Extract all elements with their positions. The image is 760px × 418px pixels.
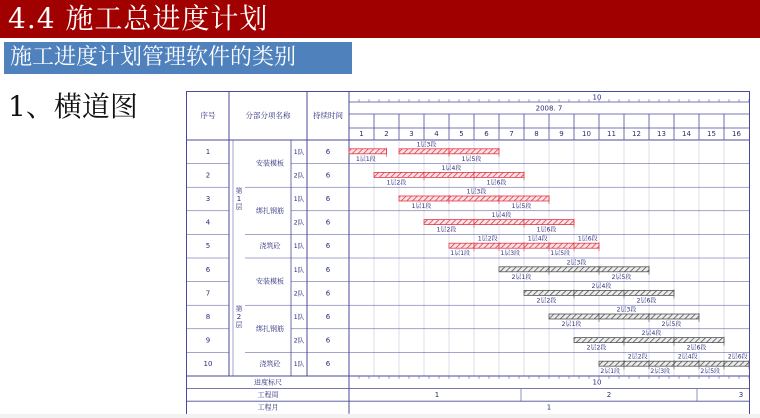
day-label: 10 bbox=[582, 130, 591, 138]
gantt-chart bbox=[186, 91, 750, 415]
task-name: 绑扎钢筋 bbox=[256, 206, 284, 215]
gantt-bar-label: 1层4段 bbox=[527, 235, 548, 243]
floor-label-char: 第 bbox=[235, 187, 243, 195]
gantt-bar-label: 1层6段 bbox=[486, 179, 507, 187]
header-seq: 序号 bbox=[200, 111, 216, 120]
row-duration: 6 bbox=[325, 218, 331, 227]
title-bar bbox=[0, 0, 760, 38]
row-team: 2队 bbox=[293, 218, 305, 227]
row-seq: 1 bbox=[205, 147, 211, 156]
day-label: 9 bbox=[559, 130, 564, 138]
gantt-bar bbox=[399, 196, 449, 201]
day-label: 1 bbox=[359, 130, 364, 138]
row-team: 1队 bbox=[293, 265, 305, 274]
row-duration: 6 bbox=[325, 360, 331, 369]
gantt-bar-label: 1层4段 bbox=[491, 212, 512, 220]
row-duration: 6 bbox=[325, 336, 331, 345]
footer-month-value: 1 bbox=[546, 403, 552, 412]
day-label: 6 bbox=[484, 130, 489, 138]
gantt-bar bbox=[724, 361, 749, 366]
gantt-bar bbox=[424, 172, 474, 177]
footer-week-value: 2 bbox=[606, 390, 612, 399]
gantt-bar-label: 2层5段 bbox=[700, 368, 721, 376]
gantt-bar-label: 2层3段 bbox=[616, 306, 637, 314]
row-duration: 6 bbox=[325, 313, 331, 321]
gantt-bar bbox=[574, 290, 624, 295]
row-seq: 9 bbox=[205, 336, 211, 345]
gantt-bar bbox=[474, 243, 499, 248]
gantt-bar bbox=[674, 361, 699, 366]
row-team: 1队 bbox=[293, 360, 305, 369]
gantt-bar-label: 1层5段 bbox=[550, 250, 571, 258]
row-seq: 10 bbox=[203, 360, 213, 369]
floor-label-char: 层 bbox=[235, 321, 243, 329]
gantt-bar-label: 1层3段 bbox=[416, 141, 437, 149]
gantt-bar bbox=[499, 196, 549, 201]
gantt-bar bbox=[499, 267, 549, 272]
gantt-bar bbox=[524, 243, 549, 248]
row-team: 2队 bbox=[293, 289, 305, 298]
slide-subtitle: 施工进度计划管理软件的类别 bbox=[10, 45, 297, 70]
gantt-bar bbox=[374, 172, 424, 177]
day-label: 2 bbox=[384, 130, 389, 138]
gantt-bar bbox=[574, 243, 599, 248]
gantt-bar bbox=[524, 220, 574, 225]
gantt-bar-label: 2层2段 bbox=[536, 297, 557, 305]
day-label: 8 bbox=[534, 130, 539, 138]
footer-progress-label: 进度标尺 bbox=[254, 378, 282, 387]
gantt-bar-label: 2层4段 bbox=[677, 353, 698, 361]
gantt-bar bbox=[599, 314, 649, 319]
day-label: 7 bbox=[509, 130, 514, 138]
gantt-bar-label: 2层2段 bbox=[627, 353, 648, 361]
gantt-bar bbox=[699, 361, 724, 366]
gantt-bar bbox=[649, 361, 674, 366]
header-item: 分部分项名称 bbox=[245, 111, 291, 120]
slide-title: 4.4 施工总进度计划 bbox=[8, 2, 269, 35]
gantt-bar-label: 2层3段 bbox=[650, 368, 671, 376]
day-label: 16 bbox=[732, 130, 741, 138]
gantt-bar bbox=[624, 338, 674, 343]
gantt-bar bbox=[599, 361, 624, 366]
gantt-bar-label: 1层2段 bbox=[386, 179, 407, 187]
day-label: 12 bbox=[632, 130, 641, 138]
gantt-bar-label: 1层4段 bbox=[441, 164, 462, 172]
gantt-bar-label: 1层5段 bbox=[511, 203, 532, 210]
gantt-bar bbox=[624, 361, 649, 366]
row-seq: 3 bbox=[205, 195, 211, 203]
gantt-bar-label: 2层1段 bbox=[600, 368, 621, 376]
gantt-bar-label: 1层1段 bbox=[356, 155, 376, 163]
row-duration: 6 bbox=[325, 289, 331, 298]
floor-label-char: 1 bbox=[236, 195, 242, 203]
gantt-bar bbox=[574, 338, 624, 343]
gantt-bar bbox=[624, 290, 674, 295]
row-team: 2队 bbox=[293, 336, 305, 345]
gantt-bar bbox=[399, 149, 449, 154]
row-seq: 6 bbox=[205, 265, 211, 274]
header-month: 2008. 7 bbox=[535, 104, 563, 113]
gantt-bar bbox=[424, 220, 474, 225]
row-duration: 6 bbox=[325, 242, 331, 251]
day-label: 13 bbox=[657, 130, 666, 138]
gantt-bar-label: 1层6段 bbox=[536, 226, 557, 234]
task-name: 浇筑砼 bbox=[259, 360, 281, 369]
footer-month-label: 工程月 bbox=[257, 403, 279, 412]
row-team: 2队 bbox=[293, 171, 305, 180]
row-seq: 4 bbox=[205, 218, 211, 227]
gantt-bar bbox=[349, 149, 387, 154]
gantt-bar-label: 2层4段 bbox=[591, 282, 612, 290]
row-team: 1队 bbox=[293, 242, 305, 251]
gantt-bar-label: 1层2段 bbox=[477, 235, 498, 243]
gantt-bar-label: 2层2段 bbox=[586, 344, 607, 352]
footer-week-value: 3 bbox=[738, 390, 744, 399]
row-seq: 8 bbox=[205, 313, 211, 321]
gantt-bar bbox=[549, 314, 599, 319]
row-duration: 6 bbox=[325, 147, 331, 156]
bullet-heading: 1、横道图 bbox=[8, 90, 138, 123]
gantt-bar-label: 2层1段 bbox=[511, 273, 532, 281]
day-label: 4 bbox=[434, 130, 439, 138]
floor-label-char: 2 bbox=[236, 313, 242, 321]
task-name: 安装模板 bbox=[256, 159, 284, 168]
gantt-bar bbox=[649, 314, 699, 319]
gantt-bar-label: 1层5段 bbox=[461, 155, 482, 163]
gantt-bar bbox=[599, 267, 649, 272]
gantt-bar-label: 1层2段 bbox=[436, 226, 457, 234]
day-label: 14 bbox=[682, 130, 691, 138]
gantt-bar-label: 1层3段 bbox=[500, 250, 521, 258]
row-duration: 6 bbox=[325, 265, 331, 274]
footer-strip bbox=[0, 414, 760, 418]
gantt-bar bbox=[674, 338, 724, 343]
footer-week-label: 工程周 bbox=[257, 390, 279, 399]
gantt-bar-label: 2层4段 bbox=[641, 330, 662, 338]
gantt-bar bbox=[449, 196, 499, 201]
gantt-bar bbox=[524, 290, 574, 295]
day-label: 3 bbox=[409, 130, 414, 138]
gantt-bar-label: 1层1段 bbox=[411, 203, 432, 210]
header-duration: 持续时间 bbox=[313, 111, 343, 120]
row-team: 1队 bbox=[293, 313, 305, 321]
row-duration: 6 bbox=[325, 195, 331, 203]
gantt-bar-label: 1层6段 bbox=[577, 235, 598, 243]
gantt-bar-label: 2层6段 bbox=[727, 353, 748, 361]
row-duration: 6 bbox=[325, 171, 331, 180]
gantt-bar-label: 2层1段 bbox=[561, 321, 582, 328]
task-name: 浇筑砼 bbox=[259, 242, 281, 251]
footer-week-value: 1 bbox=[434, 390, 440, 399]
gantt-bar bbox=[499, 243, 524, 248]
gantt-bar bbox=[449, 149, 499, 154]
gantt-svg bbox=[187, 92, 749, 414]
gantt-bar bbox=[474, 220, 524, 225]
floor-label-char: 层 bbox=[235, 203, 243, 211]
gantt-bar-label: 2层5段 bbox=[611, 273, 632, 281]
footer-progress-value: 10 bbox=[592, 378, 602, 387]
day-label: 11 bbox=[607, 130, 616, 138]
gantt-bar bbox=[474, 172, 524, 177]
task-name: 安装模板 bbox=[256, 277, 284, 286]
gantt-bar-label: 1层3段 bbox=[466, 188, 487, 196]
gantt-bar-label: 2层6段 bbox=[636, 297, 657, 305]
gantt-bar-label: 2层5段 bbox=[661, 321, 682, 328]
header-top-scale: 10 bbox=[592, 93, 602, 102]
gantt-bar-label: 2层6段 bbox=[686, 344, 707, 352]
gantt-bar bbox=[549, 243, 574, 248]
row-seq: 2 bbox=[205, 171, 211, 180]
gantt-bar bbox=[549, 267, 599, 272]
gantt-bar-label: 2层3段 bbox=[566, 259, 587, 267]
row-seq: 7 bbox=[205, 289, 211, 298]
day-label: 15 bbox=[707, 130, 716, 138]
row-team: 1队 bbox=[293, 195, 305, 203]
task-name: 绑扎钢筋 bbox=[256, 324, 284, 333]
floor-label-char: 第 bbox=[235, 305, 243, 313]
gantt-bar-label: 1层1段 bbox=[450, 250, 471, 258]
row-team: 1队 bbox=[293, 147, 305, 156]
row-seq: 5 bbox=[205, 242, 211, 251]
day-label: 5 bbox=[459, 130, 464, 138]
gantt-bar bbox=[449, 243, 474, 248]
subtitle-banner bbox=[4, 42, 352, 74]
